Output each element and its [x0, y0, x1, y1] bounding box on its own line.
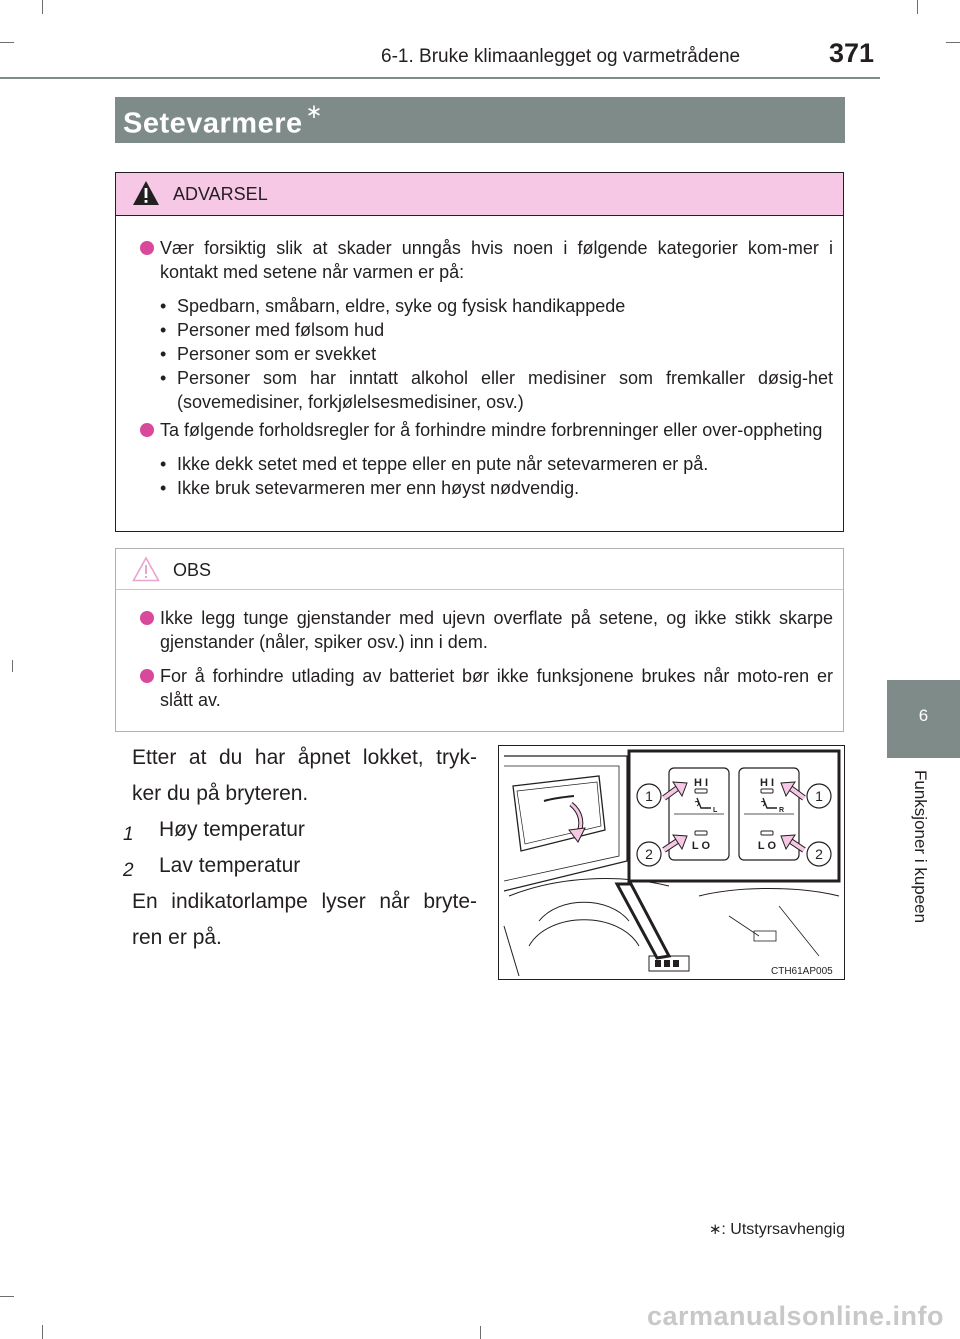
- instruction-text: [123, 740, 477, 956]
- item-text: Høy temperatur: [159, 818, 305, 841]
- bullet-dot-icon: [140, 669, 154, 683]
- warning-list: [160, 452, 833, 500]
- list-item: • Spedbarn, småbarn, eldre, syke og fysisk handikappede: [160, 294, 833, 318]
- warning-paragraph: Ta følgende forholdsregler for å forhindre mindre forbrenninger eller over-oppheting: [140, 418, 833, 442]
- list-item: • Ikke bruk setevarmeren mer enn høyst nødvendig.: [160, 476, 833, 500]
- callout-number-2-left: 2: [645, 846, 653, 862]
- outro-line: En indikatorlampe lyser når bryte-: [132, 890, 477, 913]
- lo-label-left: L O: [691, 840, 711, 852]
- warning-triangle-icon: [131, 179, 161, 207]
- callout-number-1-right: 1: [815, 788, 823, 804]
- numbered-item: [123, 848, 477, 884]
- list-item: • Personer som har inntatt alkohol eller medisiner som fremkaller døsig-het (sovemedisiner, forkjølelsesmedisiner, osv.): [160, 366, 833, 414]
- hi-label-right: H I: [759, 777, 775, 789]
- section-title-bar: [115, 97, 845, 143]
- warning-header: [116, 173, 843, 216]
- crop-mark: [42, 1325, 43, 1339]
- chapter-title: 6-1. Bruke klimaanlegget og varmetrådene: [381, 46, 741, 67]
- figure-code: CTH61AP005: [771, 966, 833, 977]
- notice-header: [116, 549, 843, 590]
- warning-label: ADVARSEL: [173, 184, 268, 204]
- page-number: 371: [829, 38, 875, 68]
- item-text: Lav temperatur: [159, 854, 301, 877]
- warning-paragraph: Vær forsiktig slik at skader unngås hvis noen i følgende kategorier kom-mer i kontakt med setene når varmen er på:: [140, 236, 833, 284]
- callout-number-1-left: 1: [645, 788, 653, 804]
- seat-left-label: L: [713, 807, 718, 814]
- section-title-text: Setevarmere: [123, 107, 303, 140]
- warning-box: [115, 172, 844, 532]
- notice-paragraph: Ikke legg tunge gjenstander med ujevn overflate på setene, og ikke stikk skarpe gjenstander (nåler, spiker osv.) inn i dem.: [140, 606, 833, 654]
- chapter-tab-number: 6: [918, 706, 929, 725]
- watermark: carmanualsonline.info: [646, 1301, 944, 1331]
- footnote-text: : Utstyrsavhengig: [721, 1221, 845, 1238]
- bullet-dot-icon: [140, 611, 154, 625]
- numbered-item: [123, 812, 477, 848]
- header-rule: [0, 77, 880, 79]
- list-item: • Personer med følsom hud: [160, 318, 833, 342]
- footnote-asterisk: ∗: [708, 1221, 722, 1238]
- notice-label: OBS: [173, 560, 212, 580]
- seat-right-label: R: [779, 807, 785, 814]
- crop-mark: [946, 42, 960, 43]
- item-number: 1: [123, 824, 134, 845]
- notice-box: [115, 548, 844, 732]
- crop-mark: [917, 0, 918, 14]
- crop-mark: [480, 1326, 481, 1339]
- optional-equipment-asterisk: ∗: [305, 101, 323, 123]
- hi-label-left: H I: [693, 777, 709, 789]
- list-item: • Personer som er svekket: [160, 342, 833, 366]
- section-title: [123, 103, 323, 141]
- warning-list: [160, 294, 833, 414]
- caution-triangle-icon: [131, 555, 161, 583]
- bullet-dot-icon: [140, 241, 154, 255]
- intro-line: Etter at du har åpnet lokket, tryk-: [132, 746, 477, 769]
- notice-paragraph: For å forhindre utlading av batteriet bør ikke funksjonene brukes når moto-ren er slått av.: [140, 664, 833, 712]
- lo-label-right: L O: [757, 840, 777, 852]
- crop-mark: [0, 42, 14, 43]
- dashboard-drawing: [499, 746, 844, 979]
- list-item: • Ikke dekk setet med et teppe eller en pute når setevarmeren er på.: [160, 452, 833, 476]
- notice-body: [116, 590, 843, 712]
- footnote: [709, 1220, 845, 1239]
- intro-line: ker du på bryteren.: [132, 782, 309, 805]
- chapter-tab: [887, 680, 960, 758]
- crop-mark: [0, 1296, 14, 1297]
- bullet-dot-icon: [140, 423, 154, 437]
- warning-body: [116, 216, 843, 500]
- item-number: 2: [123, 860, 134, 881]
- crop-mark: [12, 660, 13, 672]
- seat-heater-illustration: [498, 745, 845, 980]
- outro-line: ren er på.: [132, 926, 222, 949]
- crop-mark: [42, 0, 43, 14]
- callout-number-2-right: 2: [815, 846, 823, 862]
- chapter-tab-label: Funksjoner i kupeen: [911, 770, 930, 924]
